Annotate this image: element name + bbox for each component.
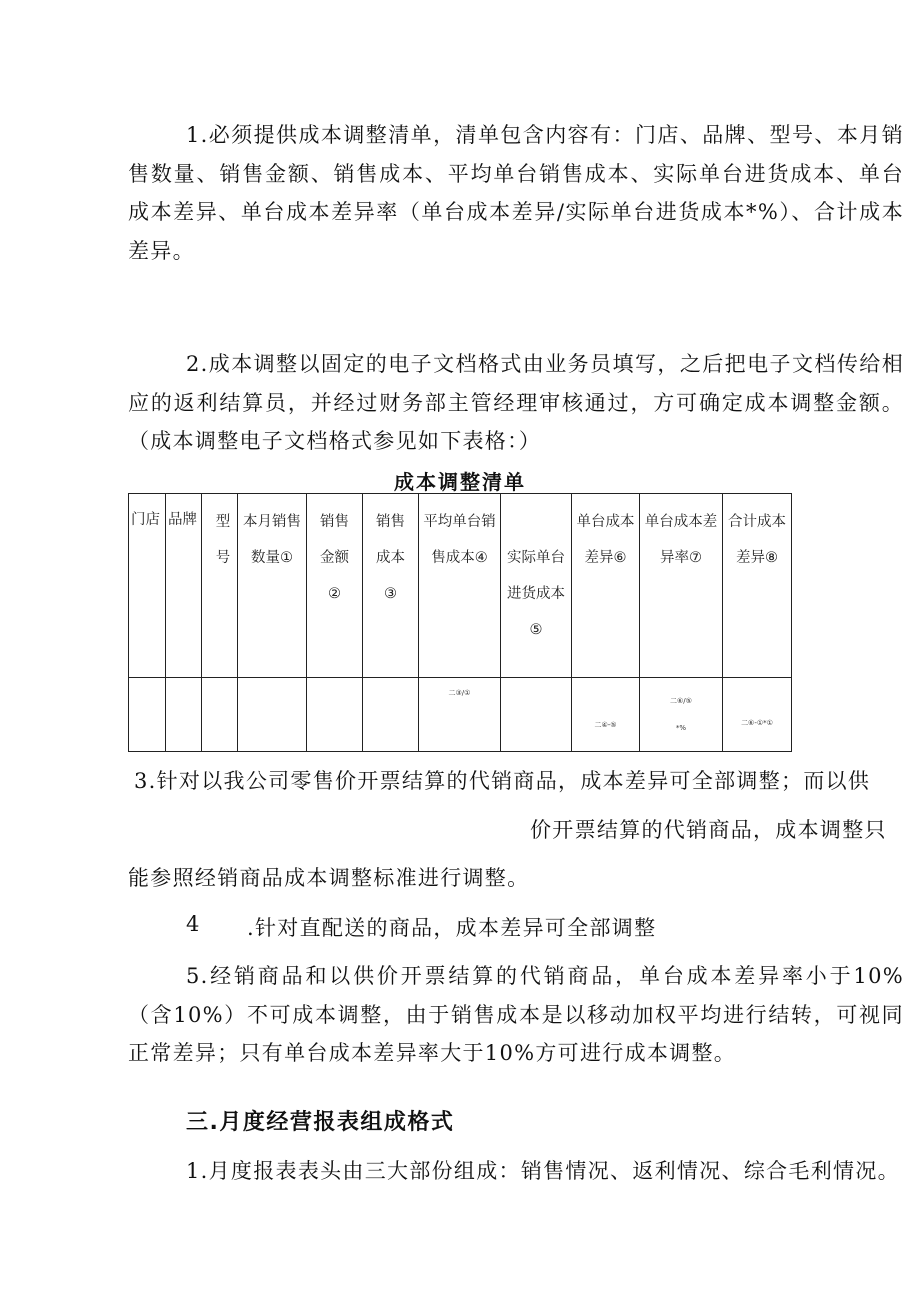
- cell-unit-diff: [572, 678, 640, 752]
- col-total-diff: 合计成本差异⑧: [723, 494, 792, 678]
- cell-actual-cost: [501, 678, 572, 752]
- paragraph-3-line-1: 3.针对以我公司零售价开票结算的代销商品，成本差异可全部调整；而以供: [134, 769, 871, 793]
- paragraph-5: 5.经销商品和以供价开票结算的代销商品，单台成本差异率小于10%（含10%）不可成本调整，由于销售成本是以移动加权平均进行结转，可视同正常差异；只有单台成本差异率大于10%方可进行成本调整。: [128, 964, 904, 1065]
- table-row: [129, 678, 792, 752]
- formula-unit-diff: 二④-⑤: [594, 721, 617, 729]
- col-unit-diff: 单台成本差异⑥: [572, 494, 640, 678]
- col-actual-cost: 实际单台进货成本⑤: [501, 494, 572, 678]
- col-qty: 本月销售数量①: [238, 494, 307, 678]
- cell-avg-cost: [419, 678, 501, 752]
- col-avg-cost: 平均单台销售成本④: [419, 494, 501, 678]
- col-store: 门店: [129, 494, 166, 678]
- formula-rate: 二⑥/⑤: [670, 697, 692, 705]
- cell-total-diff: [723, 678, 792, 752]
- cell-cost: [363, 678, 419, 752]
- table-header-row: [129, 494, 792, 678]
- col-cost: 销售成本③: [363, 494, 419, 678]
- paragraph-3-line-2: 价开票结算的代销商品，成本调整只: [530, 818, 887, 842]
- cell-store: [129, 678, 166, 752]
- cell-model: [202, 678, 238, 752]
- paragraph-4-number: 4: [186, 912, 201, 936]
- cell-diff-rate: [640, 678, 723, 752]
- section-heading-3: 三.月度经营报表组成格式: [186, 1110, 455, 1135]
- paragraph-1: 1.必须提供成本调整清单，清单包含内容有：门店、品牌、型号、本月销售数量、销售金额、销售成本、平均单台销售成本、实际单台进货成本、单台成本差异、单台成本差异率（单台成本差异/实际单台进货成本*%）、合计成本差异。: [128, 123, 904, 263]
- col-diff-rate: 单台成本差异率⑦: [640, 494, 723, 678]
- formula-total: 二⑥-①*①: [741, 719, 773, 727]
- formula-avg-cost: 二③/①: [448, 689, 471, 697]
- table-title: 成本调整清单: [394, 470, 526, 494]
- paragraph-4-text: .针对直配送的商品，成本差异可全部调整: [247, 916, 657, 940]
- paragraph-3-line-3: 能参照经销商品成本调整标准进行调整。: [128, 866, 530, 890]
- paragraph-6: 1.月度报表表头由三大部份组成：销售情况、返利情况、综合毛利情况。: [186, 1159, 900, 1183]
- paragraph-2: 2.成本调整以固定的电子文档格式由业务员填写，之后把电子文档传给相应的返利结算员，并经过财务部主管经理审核通过，方可确定成本调整金额。（成本调整电子文档格式参见如下表格：）: [128, 352, 904, 453]
- cell-brand: [166, 678, 202, 752]
- formula-rate-suffix: *%: [675, 724, 687, 732]
- col-model: 型号: [202, 494, 238, 678]
- col-brand: 品牌: [166, 494, 202, 678]
- col-amount: 销售金额②: [307, 494, 363, 678]
- cell-amount: [307, 678, 363, 752]
- cell-qty: [238, 678, 307, 752]
- cost-adjustment-table: [128, 493, 792, 752]
